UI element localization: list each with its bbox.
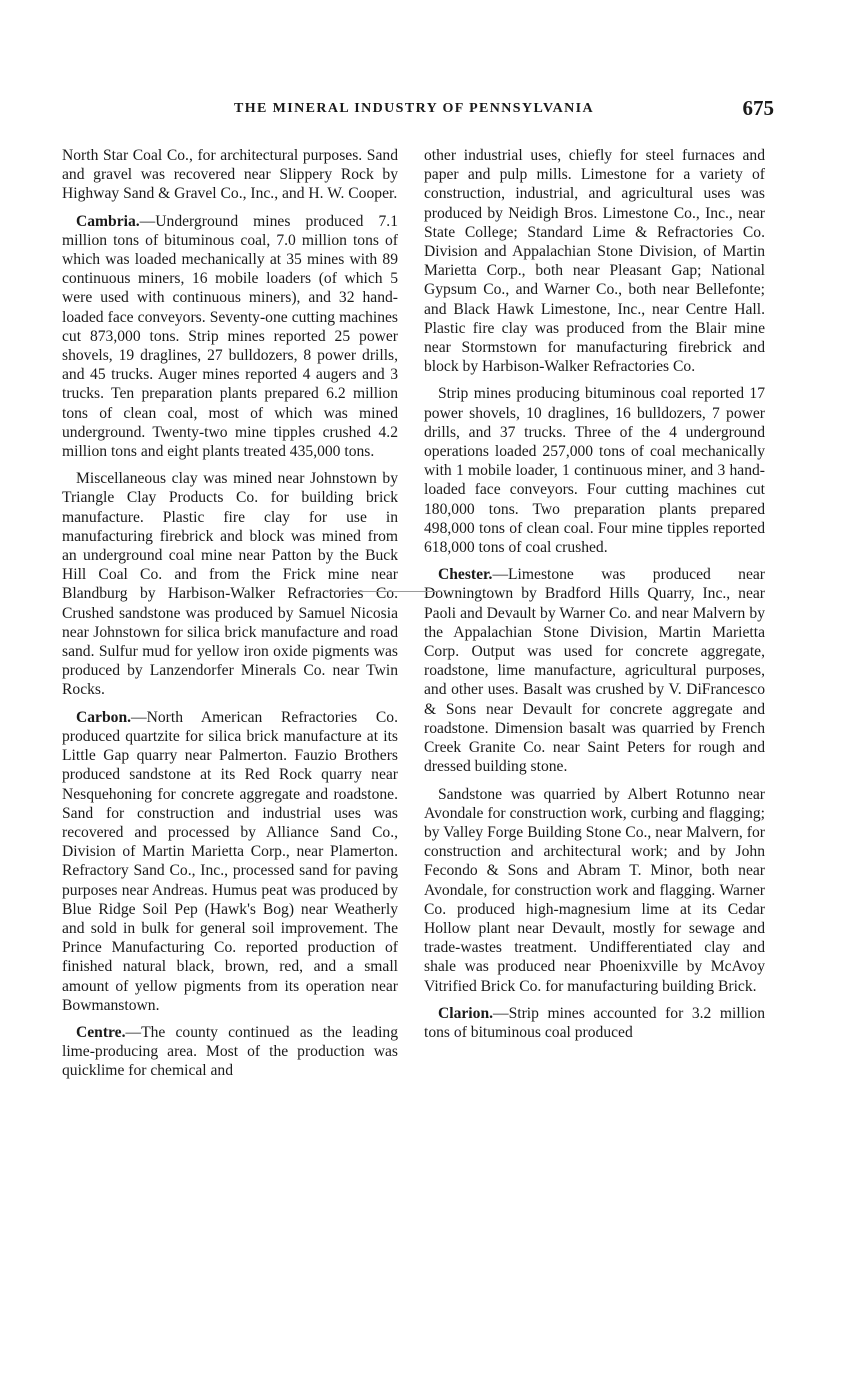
- page-number: 675: [742, 96, 774, 120]
- paragraph-centre: [62, 1023, 398, 1081]
- running-title: THE MINERAL INDUSTRY OF PENNSYLVANIA: [234, 101, 595, 116]
- paragraph-cambria-clay: Miscellaneous clay was mined near Johnstown by Triangle Clay Products Co. for building brick manufacture. Plastic fire clay for use in manufacturing firebrick and block was mined from an underground coal mine near Patton by the Buck Hill Coal Co. and from the Frick mine near Blandburg by Harbison-Walker Refractories Co. Crushed sandstone was produced by Samuel Nicosia near Johnstown for silica brick manufacture and road sand. Sulfur mud for yellow iron oxide pigments was produced by Lanzendorfer Minerals Co. near Twin Rocks.: [62, 470, 398, 699]
- county-heading-chester: Chester.: [438, 566, 493, 584]
- paragraph-cambria: [62, 212, 398, 462]
- scan-crease-line: [330, 591, 442, 592]
- paragraph-continuation: other industrial uses, chiefly for steel furnaces and paper and pulp mills. Limestone for a variety of construction, industrial, and agricultural uses was produced by Neidigh Bros. Limestone Co., Inc., near State College; Standard Lime & Refractories Co. Division and Appalachian Stone Division, of Martin Marietta Corp., both near Pleasant Gap; National Gypsum Co., and Warner Co., both near Bellefonte; and Black Hawk Limestone, Inc., near Centre Hall. Plastic fire clay was produced from the Blair mine near Stormstown for manufacturing firebrick and block by Harbison-Walker Refractories Co.: [424, 147, 765, 376]
- right-column: [424, 146, 765, 1050]
- paragraph-chester: [424, 565, 765, 776]
- paragraph-text: —Limestone was produced near Downingtown by Bradford Hills Quarry, Inc., near Paoli and Devault by Warner Co. and near Malvern by the Appalachian Stone Division, Martin Marietta Corp. Output was used for concrete aggregate, roadstone, lime manufacture, agricultural purposes, and other uses. Basalt was crushed by V. DiFrancesco & Sons near Devault for concrete aggregate and roadstone. Dimension basalt was quarried by French Creek Granite Co. near Saint Peters for rough and dressed building stone.: [424, 566, 765, 776]
- paragraph-clarion: [424, 1004, 765, 1042]
- paragraph-text: —North American Refractories Co. produced quartzite for silica brick manufacture at its Little Gap quarry near Palmerton. Fauzio Brothers produced sandstone at its Red Rock quarry near Nesquehoning for concrete aggregate and roadstone. Sand for construction and industrial uses was recovered and processed by Alliance Sand Co., Division of Martin Marietta Corp., near Plamerton. Refractory Sand Co., Inc., processed sand for paving purposes near Andreas. Humus peat was produced by Blue Ridge Soil Pep (Hawk's Bog) near Weatherly and sold in bulk for general soil improvement. The Prince Manufacturing Co. reported production of finished natural black, brown, red, and a small amount of yellow pigments from its operation near Bowmanstown.: [62, 708, 398, 1014]
- left-column: [62, 146, 398, 1089]
- paragraph-text: —Underground mines produced 7.1 million tons of bituminous coal, 7.0 million tons of which was loaded mechanically at 35 mines with 89 continuous miners, 16 mobile loaders (of which 5 were used with continuous miners), and 32 hand-loaded face conveyors. Seventy-one cutting machines cut 873,000 tons. Strip mines reported 25 power shovels, 19 draglines, 27 bulldozers, 8 power drills, and 45 trucks. Auger mines reported 4 augers and 3 trucks. Ten preparation plants prepared 6.2 million tons of clean coal, most of which was mined underground. Twenty-two mine tipples crushed 4.2 million tons and eight plants treated 435,000 tons.: [62, 212, 398, 461]
- paragraph-carbon: [62, 708, 398, 1015]
- paragraph-centre-coal: Strip mines producing bituminous coal reported 17 power shovels, 10 draglines, 16 bulldozers, 7 power drills, and 37 trucks. Three of the 4 underground operations loaded 257,000 tons of coal mechanically with 1 mobile loader, 1 continuous miner, and 3 hand-loaded face conveyors. Four cutting machines cut 180,000 tons. Two preparation plants prepared 498,000 tons of clean coal. Four mine tipples reported 618,000 tons of coal crushed.: [424, 385, 765, 557]
- county-heading-cambria: Cambria.: [76, 212, 140, 230]
- paragraph-text: —The county continued as the leading lime-producing area. Most of the production was quicklime for chemical and: [62, 1023, 398, 1080]
- paragraph-chester-sandstone: Sandstone was quarried by Albert Rotunno near Avondale for construction work, curbing and flagging; by Valley Forge Building Stone Co., near Malvern, for construction and architectural work; and by John Fecondo & Sons and Abram T. Minor, both near Avondale, for construction work and flagging. Warner Co. produced high-magnesium lime at its Cedar Hollow plant near Devault, mostly for sewage and trade-wastes treatment. Undifferentiated clay and shale was produced near Phoenixville by McAvoy Vitrified Brick Co. for manufacturing building Brick.: [424, 785, 765, 995]
- page-header: [62, 96, 774, 126]
- county-heading-carbon: Carbon.: [76, 708, 132, 726]
- county-heading-centre: Centre.: [76, 1023, 126, 1041]
- county-heading-clarion: Clarion.: [438, 1004, 494, 1022]
- paragraph-continuation: North Star Coal Co., for architectural purposes. Sand and gravel was recovered near Slippery Rock by Highway Sand & Gravel Co., Inc., and H. W. Cooper.: [62, 147, 398, 203]
- paragraph-text: —Strip mines accounted for 3.2 million tons of bituminous coal produced: [424, 1004, 765, 1041]
